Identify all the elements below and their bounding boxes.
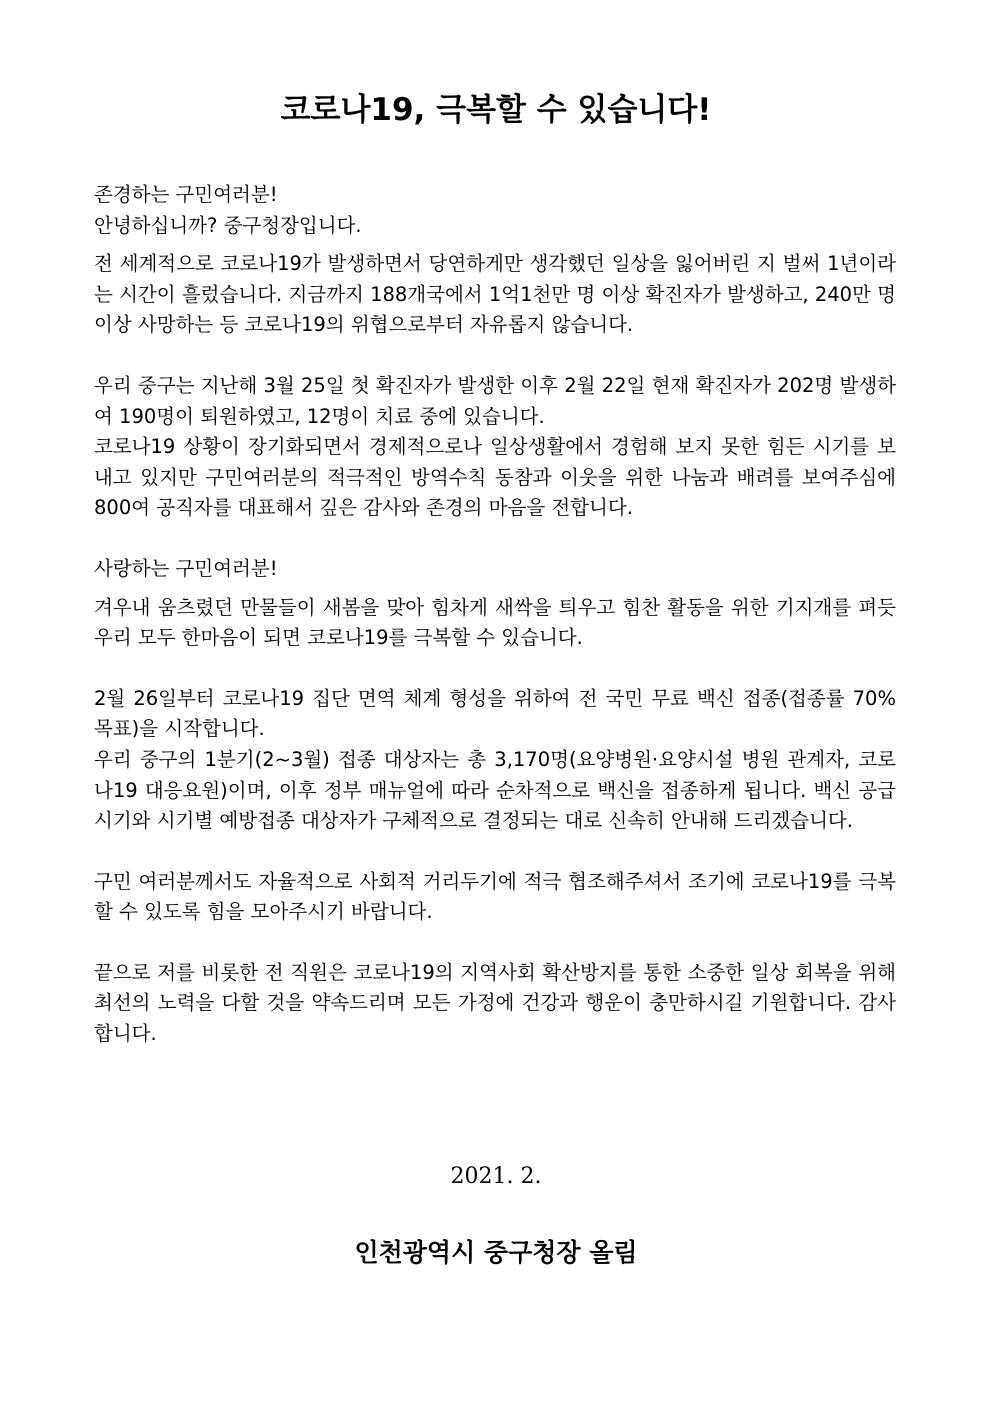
greeting-line: 존경하는 구민여러분! <box>94 183 278 206</box>
paragraph-status: 우리 중구는 지난해 3월 25일 첫 확진자가 발생한 이후 2월 22일 현재 확진자가 202명 발생하여 190명이 퇴원하였고, 12명이 치료 중에 있습니다. <box>94 373 896 428</box>
paragraph-distancing: 구민 여러분께서도 자율적으로 사회적 거리두기에 적극 협조해주셔서 조기에 코로나19를 극복할 수 있도록 힘을 모아주시기 바랍니다. <box>94 869 896 924</box>
letter-body <box>94 180 896 1050</box>
page-title: 코로나19, 극복할 수 있습니다! <box>280 92 712 128</box>
paragraph-spring: 겨우내 움츠렸던 만물들이 새봄을 맞아 힘차게 새싹을 틔우고 힘찬 활동을 위한 기지개를 펴듯 우리 모두 한마음이 되면 코로나19를 극복할 수 있습니다. <box>94 595 896 650</box>
paragraph-intro: 전 세계적으로 코로나19가 발생하면서 당연하게만 생각했던 일상을 잃어버린 지 벌써 1년이라는 시간이 흘렀습니다. 지금까지 188개국에서 1억1천만 명 이상 확진자가 발생하고, 240만 명 이상 사망하는 등 코로나19의 위협으로부터 자유롭지 않습니다. <box>94 252 896 337</box>
paragraph-vaccine-targets: 우리 중구의 1분기(2~3월) 접종 대상자는 총 3,170명(요양병원·요양시설 병원 관계자, 코로나19 대응요원)이며, 이후 정부 매뉴얼에 따라 순차적으로 백신을 접종하게 됩니다. 백신 공급 시기와 시기별 예방접종 대상자가 구체적으로 결정되는 대로 신속히 안내해 드리겠습니다. <box>94 747 896 833</box>
paragraph-closing: 끝으로 저를 비롯한 전 직원은 코로나19의 지역사회 확산방지를 통한 소중한 일상 회복을 위해 최선의 노력을 다할 것을 약속드리며 모든 가정에 건강과 행운이 충만하시길 기원합니다. 감사합니다. <box>94 960 896 1046</box>
letter-date: 2021. 2. <box>450 1164 542 1189</box>
greeting-line: 안녕하십니까? 중구청장입니다. <box>94 213 362 237</box>
paragraph-gratitude: 코로나19 상황이 장기화되면서 경제적으로나 일상생활에서 경험해 보지 못한 힘든 시기를 보내고 있지만 구민여러분의 적극적인 방역수칙 동참과 이웃을 위한 나눔과 배려를 보여주심에 800여 공직자를 대표해서 깊은 감사와 존경의 마음을 전합니다. <box>94 435 896 520</box>
paragraph-vaccine: 2월 26일부터 코로나19 집단 면역 체계 형성을 위하여 전 국민 무료 백신 접종(접종률 70% 목표)을 시작합니다. <box>94 686 896 741</box>
letter-signature: 인천광역시 중구청장 올림 <box>354 1238 638 1267</box>
salutation: 사랑하는 구민여러분! <box>94 556 278 580</box>
